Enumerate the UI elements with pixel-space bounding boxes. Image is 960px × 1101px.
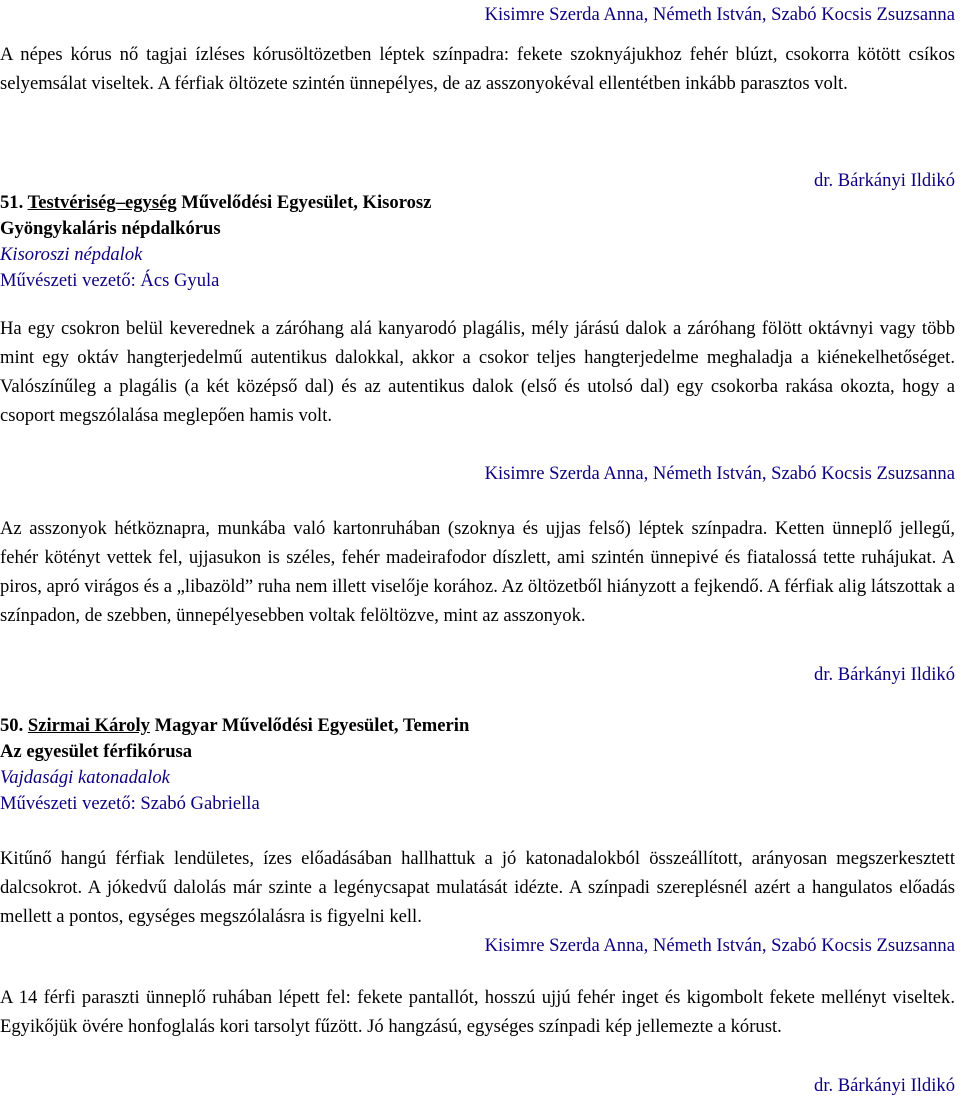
entry-50-leader: Művészeti vezető: Szabó Gabriella: [0, 793, 260, 814]
entry-50-title-rest: Magyar Művelődési Egyesület, Temerin: [149, 715, 470, 736]
entry-51-heading: [0, 190, 955, 294]
entry-51-genre: Kisoroszi népdalok: [0, 244, 143, 265]
entry-51-review-1: Ha egy csokron belül keverednek a záróhang alá kanyarodó plagális, mély járású dalok a záróhang fölött oktávnyi vagy több mint egy oktáv hangterjedelmű autentikus dalokkal, akkor a csokor teljes hangterjedelme meghaladja a kiénekelhetőséget. Valószínűleg a plagális (a két középső dal) és az autentikus dalok (első és utolsó dal) egy csokorba rakása okozta, hogy a csoport megszólalása meglepően hamis volt.: [0, 318, 955, 426]
entry-51-review-2: Az asszonyok hétköznapra, munkába való kartonruhában (szoknya és ujjas felső) léptek színpadra. Ketten ünneplő jellegű, fehér kötényt vettek fel, ujjasukon is széles, fehér madeirafodor díszlett, ami szintén ünnepivé és fiatalossá tette ruhájukat. A piros, apró virágos és a „libazöld” ruha nem illett viselője korához. Az öltözetből hiányzott a fejkendő. A férfiak alig látszottak a színpadon, de szebben, ünnepélyesebben voltak felöltözve, mint az asszonyok.: [0, 518, 955, 626]
entry-51-ensemble: Gyöngykaláris népdalkórus: [0, 218, 221, 239]
entry-51-title-underlined: Testvériség–egység: [27, 192, 177, 213]
entry-50-signature-2: dr. Bárkányi Ildikó: [814, 1075, 955, 1096]
entry-51-signature-1: Kisimre Szerda Anna, Németh István, Szabó Kocsis Zsuzsanna: [484, 463, 955, 484]
entry-50-review-1: Kitűnő hangú férfiak lendületes, ízes előadásában hallhattuk a jó katonadalokból összeállított, arányosan megszerkesztett dalcsokrot. A jókedvű dalolás már szinte a legénycsapat mulatását idézte. A színpadi szereplésnél azért a hangulatos előadás mellett a pontos, egységes megszólalásra is figyelni kell.: [0, 848, 955, 927]
intro-paragraph: A népes kórus nő tagjai ízléses kórusöltözetben léptek színpadra: fekete szoknyájukhoz fehér blúzt, csokorra kötött csíkos selyemsálat viseltek. A férfiak öltözete szintén ünnepélyes, de az asszonyokéval ellentétben inkább parasztos volt.: [0, 44, 955, 94]
entry-51-leader: Művészeti vezető: Ács Gyula: [0, 270, 220, 291]
intro-signature: dr. Bárkányi Ildikó: [814, 170, 955, 191]
entry-50-genre: Vajdasági katonadalok: [0, 767, 170, 788]
entry-50-review-2: A 14 férfi paraszti ünneplő ruhában lépett fel: fekete pantallót, hosszú ujjú fehér inget és kigombolt fekete mellényt viseltek. Egyikőjük övére honfoglalás kori tarsolyt fűzött. Jó hangzású, egységes színpadi kép jellemezte a kórust.: [0, 987, 955, 1037]
entry-50-ensemble: Az egyesület férfikórusa: [0, 741, 193, 762]
entry-50-title: [0, 713, 955, 739]
top-signature: Kisimre Szerda Anna, Németh István, Szabó Kocsis Zsuzsanna: [484, 4, 955, 25]
entry-51-signature-2: dr. Bárkányi Ildikó: [814, 664, 955, 685]
entry-51-title-rest: Művelődési Egyesület, Kisorosz: [176, 192, 432, 213]
entry-50-title-number: 50.: [0, 715, 28, 736]
entry-50-signature-1: Kisimre Szerda Anna, Németh István, Szabó Kocsis Zsuzsanna: [484, 935, 955, 956]
entry-50-heading: [0, 713, 955, 817]
entry-50-title-underlined: Szirmai Károly: [27, 715, 150, 736]
entry-51-title-number: 51.: [0, 192, 28, 213]
entry-51-title: [0, 190, 955, 216]
